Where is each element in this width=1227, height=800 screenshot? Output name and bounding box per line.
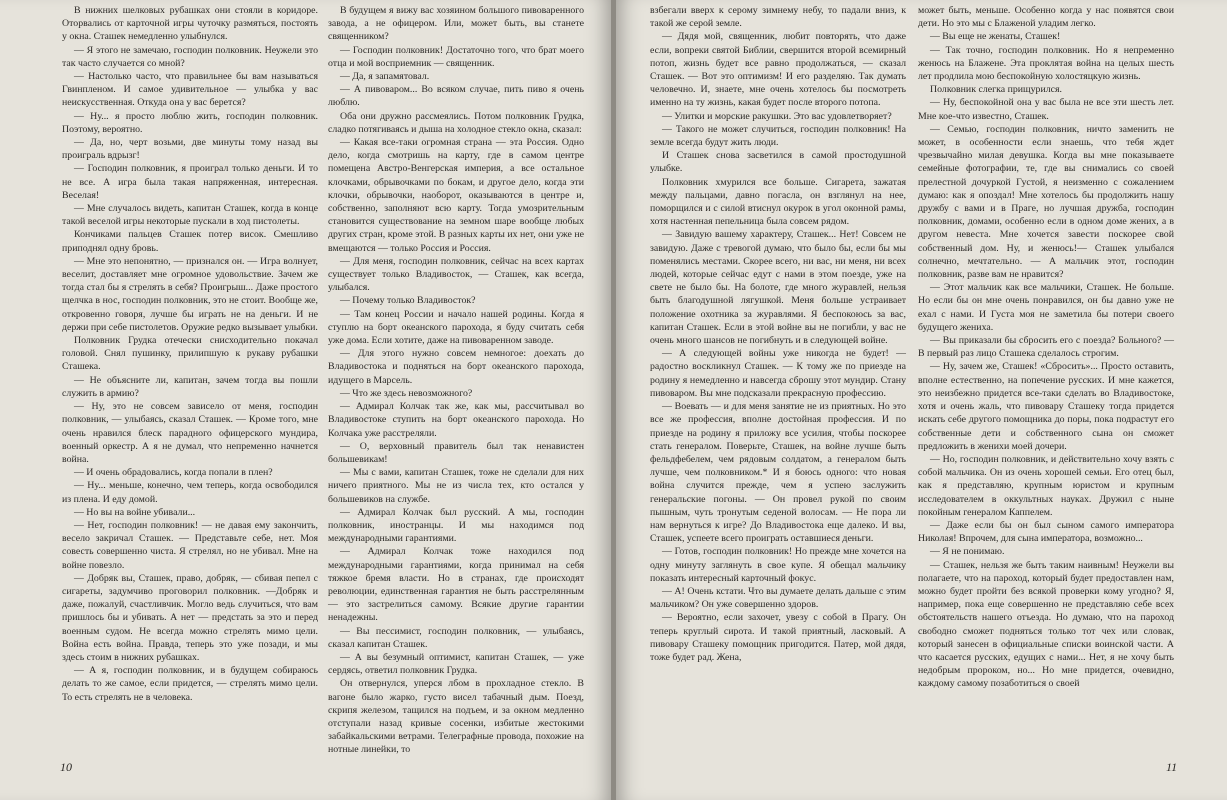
paragraph: — Что же здесь невозможного?	[340, 387, 473, 399]
paragraph: — Адмирал Колчак так же, как мы, рассчитывал во Владивостоке ступить на борт океанского парохода. Но Колчака уже расстреляли.	[328, 401, 584, 439]
paragraph: — Для этого нужно совсем немногое: доехать до Владивостока и подняться на борт океанского парохода, идущего в Марсель.	[328, 348, 584, 386]
left-page-column-2	[328, 4, 584, 756]
paragraph: взбегали вверх к серому зимнему небу, то падали вниз, к такой же серой земле.	[650, 5, 906, 30]
paragraph: — Ну, зачем же, Сташек! «Сбросить»... Просто оставить, вполне естественно, на попечение русских. И мне кажется, это неизбежно придется все-таки сделать во Владивостоке, хотя и очень жаль, что пивовару Сташеку тогда придется искать себе другого помощника до поры, пока подрастут его собственные дети и собственного сына он сможет предложить в женихи моей дочери.	[918, 361, 1174, 452]
paragraph: — Я этого не замечаю, господин полковник. Неужели это так часто случается со мной?	[62, 44, 318, 69]
paragraph: Полковник хмурился все больше. Сигарета, зажатая между пальцами, давно погасла, он взглянул на нее, поморщился и с силой втиснул окурок в угол оконной рамы, хотя настенная пепельница была совсем рядом.	[650, 176, 906, 228]
paragraph: — Там конец России и начало нашей родины. Когда я ступлю на борт океанского парохода, я буду считать себя уже дома. Если хотите, даже на пивоваренном заводе.	[328, 308, 584, 347]
paragraph: — Добряк вы, Сташек, право, добряк, — сбивая пепел с сигареты, задумчиво проговорил полковник. —Добряк и даже, пожалуй, счастливчик. Могло ведь случиться, что вам пришлось бы и убивать. А нет — предстать за это и перед военным судом. Не всегда можно стрелять мимо цели. Война есть война. Правда, теперь это уже позади, и мы здесь стоим в нижних рубашках.	[62, 572, 318, 663]
paragraph: — Семью, господин полковник, ничто заменить не может, в особенности если знаешь, что тебя ждет чрезвычайно милая девушка. Когда вы мне показываете семейные фотографии, те, где вы снимались со своей прелестной дочуркой Густой, я неизменно с сожалением думаю: как я опоздал! Мне хотелось бы продолжить нашу дружбу с вами и в Праге, но лучшая дружба, господин полковник, домами, особенно если в одном доме жених, а в другом невеста. Мне хочется завести поскорее свой собственный дом. Ну, и женюсь!— Сташек улыбался солнечно, мечтательно. — А мальчик этот, господин полковник, разве вам не нравится?	[918, 123, 1174, 281]
paragraph: — Нет, господин полковник! — не давая ему закончить, весело закричал Сташек. — Представьте себе, нет. Моя совесть совершенно чиста. Я стрелял, но не убивал. Мне на войне повезло.	[62, 519, 318, 571]
paragraph: — А вы безумный оптимист, капитан Сташек, — уже сердясь, ответил полковник Грудка.	[328, 651, 584, 677]
paragraph: — Этот мальчик как все мальчики, Сташек. Не больше. Но если бы он мне очень понравился, он бы давно уже не ехал с нами. И Густа моя не заметила бы потери своего будущего жениха.	[918, 282, 1174, 333]
paragraph: — Завидую вашему характеру, Сташек... Нет! Совсем не завидую. Даже с тревогой думаю, что было бы, если бы мы поменялись местами. Скорее всего, ни вас, ни меня, ни всех людей, которые сейчас едут с нами в этом поезде, уже на свете не было бы. На болоте, где много журавлей, нельзя быть благодушной лягушкой. Меня больше устраивает положение охотника за журавлями. Я беспокоюсь за вас, капитан Сташек. Если в этой войне вы не погибли, у вас не очень много шансов не погибнуть и в следующей войне.	[650, 229, 906, 347]
paragraph: — Так точно, господин полковник. Но я непременно женюсь на Блажене. Эта проклятая война на целых шесть лет продлила мою беспокойную холостяцкую жизнь.	[918, 44, 1174, 83]
paragraph: В будущем я вижу вас хозяином большого пивоваренного завода, а не офицером. Или, может быть, вы станете священником?	[328, 5, 584, 43]
paragraph: — Господин полковник! Достаточно того, что брат моего отца и мой восприемник — священник.	[328, 44, 584, 69]
paragraph: — Господин полковник, я проиграл только деньги. И то не все. А игра была такая напряженная, интересная. Веселая!	[62, 163, 318, 201]
paragraph: Полковник Грудка отечески снисходительно покачал головой. Снял пушинку, прилипшую к рукаву рубашки Сташека.	[62, 335, 318, 373]
paragraph: — А! Очень кстати. Что вы думаете делать дальше с этим мальчиком? Он уже совершенно здоров.	[650, 585, 906, 611]
paragraph: Кончиками пальцев Сташек потер висок. Смешливо приподнял одну бровь.	[62, 229, 318, 254]
right-page-column-2	[918, 4, 1174, 746]
paragraph: — Мне случалось видеть, капитан Сташек, когда в конце такой веселой игры некоторые пускали в ход пистолеты.	[62, 203, 318, 228]
paragraph: — Улитки и морские ракушки. Это вас удовлетворяет?	[662, 110, 892, 122]
paragraph: — Адмирал Колчак тоже находился под международными гарантиями, когда принимал на себя тяжкое бремя власти. Но в странах, где происходят революции, единственная гарантия не быть расстрелянным — это застрелиться самому. Всякие другие гарантии ненадежны.	[328, 546, 584, 624]
paragraph: — Мне это непонятно, — признался он. — Игра волнует, веселит, доставляет мне огромное удовольствие. Зачем же тогда стал бы я стрелять в себя? Проигрыш... Даже простого щелчка в нос, господин полковник, это не стоит. Вообще же, откровенно говоря, лучше бы играть не на деньги. И не держи при себе пистолетов. Оружие редко вызывает улыбки.	[62, 255, 318, 333]
right-page-number: 11	[1166, 760, 1178, 774]
paragraph: — Почему только Владивосток?	[340, 295, 476, 307]
paragraph: — Но вы на войне убивали...	[74, 506, 196, 518]
paragraph: — Вероятно, если захочет, увезу с собой в Прагу. Он теперь круглый сирота. И такой приятный, ласковый. А пивовару Сташеку помощник пригодится. Патер, мой дядя, тоже будет рад. Жена,	[650, 612, 906, 663]
paragraph: — Вы пессимист, господин полковник, — улыбаясь, сказал капитан Сташек.	[328, 625, 584, 650]
paragraph: — Мы с вами, капитан Сташек, тоже не сделали для них ничего приятного. Мы не из числа тех, кто остался у большевиков на службе.	[328, 467, 584, 505]
paragraph: — Дядя мой, священник, любит повторять, что даже если, вопреки святой Библии, свершится второй всемирный потоп, жизнь будет все равно продолжаться, — сказал Сташек. — Вот это оптимизм! И его разделяю. Так думать человечно. И, знаете, мне очень хотелось бы посмотреть именно на ту жизнь, какая будет после второго потопа.	[650, 31, 906, 109]
paragraph: — Ну, это не совсем зависело от меня, господин полковник, — улыбаясь, сказал Сташек. — Кроме того, мне очень нравился блеск парадного офицерского мундира, военный оркестр. А я не думал, что непременно начнется война.	[62, 401, 318, 465]
paragraph: — А я, господин полковник, и в будущем собираюсь делать то же самое, если придется, — стрелять мимо цели. То есть стрелять не в человека.	[62, 665, 318, 703]
left-page-number: 10	[60, 760, 72, 774]
paragraph: — Адмирал Колчак был русский. А мы, господин полковник, иностранцы. И мы находимся под международными гарантиями.	[328, 506, 584, 545]
left-page	[0, 0, 611, 800]
paragraph: — Ну... я просто люблю жить, господин полковник. Поэтому, вероятно.	[62, 110, 318, 135]
paragraph: — Вы еще не женаты, Сташек!	[930, 31, 1061, 43]
right-page	[616, 0, 1227, 800]
paragraph: — Даже если бы он был сыном самого императора Николая! Впрочем, для сына императора, возможно...	[918, 519, 1174, 545]
paragraph: может быть, меньше. Особенно когда у нас появятся свои дети. Но это мы с Блаженой уладим легко.	[918, 5, 1174, 30]
left-page-column-1	[62, 4, 318, 746]
paragraph: Полковник слегка прищурился.	[930, 84, 1063, 96]
paragraph: — Я не понимаю.	[930, 546, 1005, 558]
right-page-column-1	[650, 4, 906, 746]
paragraph: Оба они дружно рассмеялись. Потом полковник Грудка, сладко потягиваясь и дыша на холодное стекло окна, сказал:	[328, 110, 584, 135]
paragraph: — Какая все-таки огромная страна — эта Россия. Одно дело, когда смотришь на карту, где в самом центре помещена Австро-Венгерская империя, а все остальное клочками, обрывочками по бокам, и другое дело, когда эти клочки, обрывочки, наоборот, оказываются в центре и, собственно, заполняют всю карту. Тогда умозрительным становится существование на земном шаре вообще любых других стран, кроме этой. В разных карты их нет, они уже не вмещаются — только Россия и Россия.	[328, 137, 584, 254]
paragraph: — А пивоваром... Во всяком случае, пить пиво я очень люблю.	[328, 84, 584, 109]
paragraph: — Для меня, господин полковник, сейчас на всех картах существует только Владивосток, — Сташек, как всегда, улыбался.	[328, 255, 584, 294]
paragraph: — Сташек, нельзя же быть таким наивным! Неужели вы полагаете, что на пароход, который будет предоставлен нам, можно будет пройти без всякой проверки кому угодно? Я, например, пока еще совершенно не представляю себе всех обстоятельств нашего отъезда. Но думаю, что на пароход свободно сможет подняться только тот чех или словак, который занесен в официальные списки воинской части. А что касается русских, едущих с нами... Нет, я не хочу быть недобрым пророком, но... Но мне придется, очевидно, каждому самому позаботиться о своей	[918, 559, 1174, 690]
paragraph: Он отвернулся, уперся лбом в прохладное стекло. В вагоне было жарко, густо висел табачный дым. Поезд, скрипя железом, тащился на подъем, и за окном медленно отступали назад кривые сосенки, избитые жестокими забайкальскими ветрами. Телеграфные провода, похожие на нотные линейки, то	[328, 678, 584, 756]
paragraph: — Вы приказали бы сбросить его с поезда? Больного? — В первый раз лицо Сташека сделалось строгим.	[918, 335, 1174, 360]
paragraph: — О, верховный правитель был так ненавистен большевикам!	[328, 440, 584, 465]
paragraph: — Ну, беспокойной она у вас была не все эти шесть лет. Мне кое-что известно, Сташек.	[918, 97, 1174, 122]
paragraph: — Воевать — и для меня занятие не из приятных. Но это все же профессия, вполне достойная профессия. И по приезде на родину я приложу все усилия, чтобы поскорее стать генералом. Поверьте, Сташек, на войне лучше быть фельдфебелем, чем рядовым солдатом, а генералом быть лучше, чем полковником.* И я боюсь одного: что новая война случится прежде, чем я успею заслужить генеральские погоны. — Он провел рукой по своим пышным, чуть тронутым седеной волосам. — Не пора ли нам вернуться к игре? До Владивостока еще далеко. И вы, Сташек, успеете всего проиграть оставшиеся деньги.	[650, 401, 906, 545]
paragraph: — Не объясните ли, капитан, зачем тогда вы пошли служить в армию?	[62, 374, 318, 399]
paragraph: — Готов, господин полковник! Но прежде мне хочется на одну минуту заглянуть в свое купе. Я обещал мальчику показать интересный карточный фокус.	[650, 546, 906, 584]
paragraph: — И очень обрадовались, когда попали в плен?	[74, 467, 273, 479]
paragraph: — Да, но, черт возьми, две минуты тому назад вы проиграль вдрызг!	[62, 137, 318, 162]
paragraph: — Ну... меньше, конечно, чем теперь, когда освободился из плена. И еду домой.	[62, 480, 318, 505]
paragraph: В нижних шелковых рубашках они стояли в коридоре. Оторвались от карточной игры чуточку размяться, постоять у окна. Сташек немедленно улыбнулся.	[62, 5, 318, 43]
paragraph: — Но, господин полковник, и действительно хочу взять с собой мальчика. Он из очень хорошей семьи. Его отец был, как я представляю, крупным юристом и крупным исследователем в оккультных науках. Дружил с ныне покойным генералом Каппелем.	[918, 453, 1174, 518]
paragraph: — Настолько часто, что правильнее бы вам называться Гвинпленом. И самое удивительное — улыбка у вас неискусственная. Откуда она у вас берется?	[62, 71, 318, 109]
paragraph: И Сташек снова засветился в самой простодушной улыбке.	[650, 150, 906, 175]
paragraph: — Да, я запамятовал.	[340, 71, 430, 83]
paragraph: — Такого не может случиться, господин полковник! На земле всегда будут жить люди.	[650, 123, 906, 149]
paragraph: — А следующей войны уже никогда не будет! — радостно воскликнул Сташек. — К тому же по приезде на родину я немедленно и навсегда сброшу этот мундир. Стану пивоваром. Вы мне подсказали прекрасную профессию.	[650, 348, 906, 399]
